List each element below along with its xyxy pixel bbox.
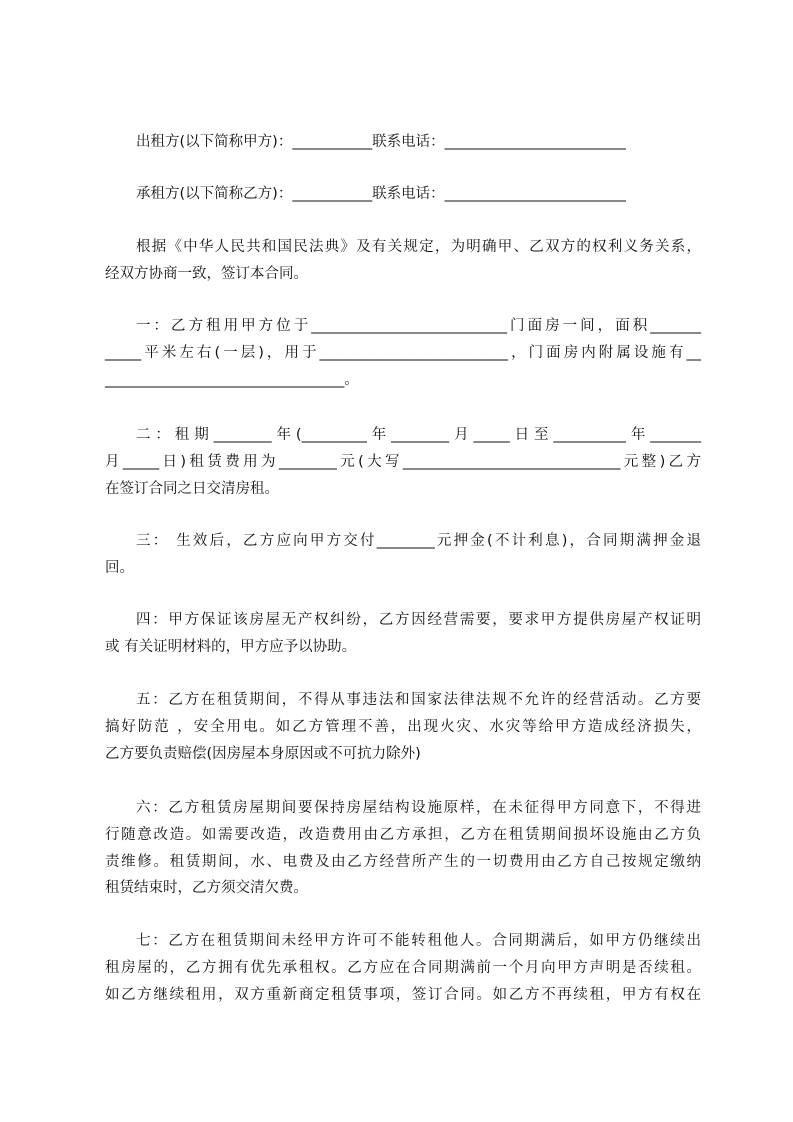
paragraph-9-line-2: 行随意改造。如需要改造，改造费用由乙方承担，乙方在租赁期间损坏设施由乙方负 xyxy=(105,826,701,843)
paragraph-10-line-3: 如乙方继续租用，双方重新商定租赁事项，签订合同。如乙方不再续租，甲方有权在 xyxy=(105,986,701,1003)
paragraph-9-line-1: 六：乙方租赁房屋期间要保持房屋结构设施原样，在未征得甲方同意下，不得进 xyxy=(136,800,701,816)
paragraph-4-line-3: _________________________________。 xyxy=(105,371,359,388)
paragraph-9-line-3: 责维修。租赁期间，水、电费及由乙方经营所产生的一切费用由乙方自己按规定缴纳 xyxy=(105,853,701,870)
paragraph-4-line-2: _____平米左右(一层)，用于__________________________，门面房内附属设施有__ xyxy=(105,344,701,361)
paragraph-7-line-1: 四：甲方保证该房屋无产权纠纷，乙方因经营需要，要求甲方提供房屋产权证明 xyxy=(136,612,701,628)
paragraph-8-line-1: 五：乙方在租赁期间，不得从事违法和国家法律法规不允许的经营活动。乙方要 xyxy=(136,692,701,708)
paragraph-9-line-4: 租赁结束时，乙方须交清欠费。 xyxy=(105,880,308,897)
paragraph-5-line-3: 在签订合同之日交清房租。 xyxy=(105,480,279,497)
paragraph-4-line-1: 一：乙方租用甲方位于___________________________门面房一间，面积_______ xyxy=(136,318,701,334)
paragraph-1-line-1: 出租方(以下简称甲方)：___________联系电话：_________________________ xyxy=(136,134,626,150)
paragraph-5-line-2: 月_____日)租赁费用为________元(大写______________________________元整)乙方 xyxy=(105,453,701,470)
paragraph-5-line-1: 二：租期________年(_________年________月_____日至__________年_______ xyxy=(136,427,701,443)
paragraph-10-line-1: 七：乙方在租赁期间未经甲方许可不能转租他人。合同期满后，如甲方仍继续出 xyxy=(136,933,701,949)
paragraph-7-line-2: 或 有关证明材料的，甲方应予以协助。 xyxy=(105,638,357,655)
paragraph-8-line-3: 乙方要负责赔偿(因房屋本身原因或不可抗力除外) xyxy=(105,745,421,762)
paragraph-6-line-1: 三： 生效后，乙方应向甲方交付________元押金(不计利息)，合同期满押金退 xyxy=(136,533,701,549)
paragraph-6-line-2: 回。 xyxy=(105,559,134,576)
paragraph-8-line-2: 搞好防范 ，安全用电。如乙方管理不善，出现火灾、水灾等给甲方造成经济损失， xyxy=(105,718,701,735)
paragraph-10-line-2: 租房屋的，乙方拥有优先承租权。乙方应在合同期满前一个月向甲方声明是否续租。 xyxy=(105,959,701,976)
paragraph-3-line-1: 根据《中华人民共和国民法典》及有关规定，为明确甲、乙双方的权利义务关系， xyxy=(136,239,701,255)
paragraph-2-line-1: 承租方(以下简称乙方)：___________联系电话：_________________________ xyxy=(136,186,626,202)
paragraph-3-line-2: 经双方协商一致，签订本合同。 xyxy=(105,265,308,282)
